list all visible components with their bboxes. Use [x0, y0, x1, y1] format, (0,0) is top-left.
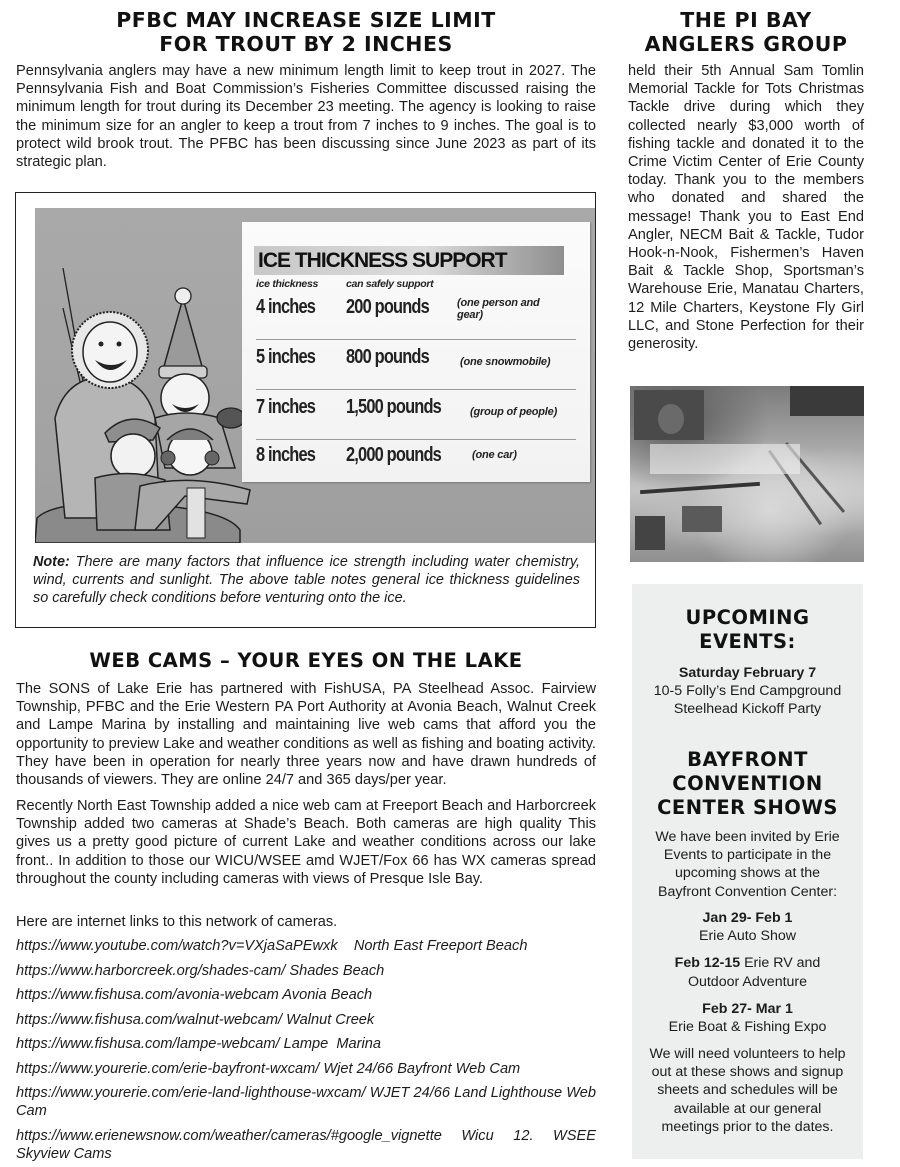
photo-detail	[790, 386, 864, 416]
webcam-link-url[interactable]: https://www.harborcreek.org/shades-cam/	[16, 962, 286, 979]
webcam-link-url[interactable]: https://www.yourerie.com/erie-bayfront-wxcam/	[16, 1060, 320, 1077]
show-name: Erie Auto Show	[698, 928, 796, 945]
thickness-value: 5 inches	[256, 346, 316, 368]
webcams-article-headline: WEB CAMS – YOUR EYES ON THE LAKE	[89, 649, 523, 672]
webcams-paragraph-1: The SONS of Lake Erie has partnered with FishUSA, PA Steelhead Assoc. Fairview Township, PFBC and the Erie Western PA Port Authority at Avonia Beach, Walnut Creek and Lampe Marina by installing and maintaining live web cams that afford you the opportunity to preview Lake and weather conditions as well as fishing and boating activity. They have been in operation for nearly three years now and have drawn hundreds of thousands of viewers. They are online 24/7 and 365 days/per year.	[16, 681, 596, 789]
ice-note	[33, 553, 580, 608]
ice-thickness-graphic	[35, 208, 595, 543]
ice-table-title: ICE THICKNESS SUPPORT	[254, 246, 564, 275]
bayfront-intro: We have been invited by Erie Events to participate in the upcoming shows at the Bayfront Convention Center:	[655, 829, 840, 900]
thickness-value: 8 inches	[256, 444, 316, 466]
headline-line-2: FOR TROUT BY 2 INCHES	[159, 32, 453, 56]
webcam-link-url[interactable]: https://www.erienewsnow.com/weather/cameras/#google_vignette	[16, 1127, 442, 1144]
ice-thickness-box	[15, 192, 596, 628]
webcam-link-item	[16, 962, 596, 980]
webcam-link-item	[16, 986, 596, 1004]
webcam-link-item	[16, 1084, 596, 1120]
cartoon-family-illustration-icon	[35, 268, 265, 543]
webcam-link-item	[16, 1060, 596, 1078]
ice-table-row	[242, 292, 590, 340]
bayfront-shows-heading	[632, 748, 863, 820]
heading-line-1: UPCOMING	[685, 606, 810, 629]
note-text: There are many factors that influence ice strength including water chemistry, wind, currents and sunlight. The above table notes general ice thickness guidelines so carefully check conditions before venturing onto the ice.	[33, 554, 580, 607]
ice-table-row	[242, 440, 590, 476]
show-item	[632, 954, 863, 990]
events-sidebar-panel	[632, 584, 863, 1159]
ice-table-row	[242, 392, 590, 440]
trout-article-body: Pennsylvania anglers may have a new minimum length limit to keep trout in 2027. The Pennsylvania Fish and Boat Commission’s Fisheries Committee discussed raising the minimum length for trout during its December 23 meeting. The agency is looking to raise the minimum size for an angler to keep a trout from 7 inches to 9 inches. The goal is to protect wild brook trout. The PFBC has been discussing since June 2023 as part of its strategic plan.	[16, 63, 596, 171]
photo-detail	[640, 482, 760, 494]
headline-line-1: THE PI BAY	[680, 8, 812, 32]
col-header-can-safely-support: can safely support	[346, 278, 434, 290]
pi-bay-article-body: held their 5th Annual Sam Tomlin Memorial Tackle for Tots Christmas Tackle drive during which they collected nearly $3,000 worth of fishing tackle and donated it to the Crime Victim Center of Erie County today. Thank you to the members who donated and shared the message! Thank you to East End Angler, NECM Bait & Tackle, Tudor Hook-n-Nook, Fishermen’s Haven Bait & Tackle Shop, Sportsman’s Warehouse Erie, Manatau Charters, 12 Mile Charters, Keystone Fly Girl LLC, and Stone Perfection for their generosity.	[628, 63, 864, 353]
thickness-value: 7 inches	[256, 396, 316, 418]
row-divider	[256, 389, 576, 391]
heading-line-2: CONVENTION	[672, 772, 823, 795]
webcam-link-item	[16, 937, 596, 955]
photo-detail	[650, 444, 800, 474]
photo-detail	[635, 516, 665, 550]
pi-bay-article-headline	[628, 8, 864, 56]
col-header-ice-thickness: ice thickness	[256, 278, 319, 290]
webcam-link-url[interactable]: https://www.fishusa.com/lampe-webcam/	[16, 1036, 280, 1052]
ice-table-row	[242, 342, 590, 390]
webcam-links-list	[16, 937, 596, 1167]
webcam-link-item	[16, 1035, 596, 1053]
bayfront-shows-list	[632, 909, 863, 1045]
note-label: Note:	[33, 554, 70, 570]
event-desc-line-1: 10-5 Folly’s End Campground	[653, 683, 842, 699]
donated-tackle-photo	[630, 386, 864, 562]
trout-article-headline	[16, 8, 596, 56]
load-value: 2,000 pounds	[346, 444, 441, 466]
event-desc-line-2: Steelhead Kickoff Party	[673, 701, 822, 718]
upcoming-event-description	[632, 682, 863, 718]
heading-line-1: BAYFRONT	[687, 748, 808, 771]
webcam-link-url[interactable]: https://www.fishusa.com/walnut-webcam/	[16, 1011, 283, 1028]
show-dates: Feb 27- Mar 1	[702, 1000, 793, 1017]
webcam-link-label: Avonia Beach	[278, 987, 373, 1003]
upcoming-events-heading	[632, 606, 863, 654]
webcam-link-url[interactable]: https://www.fishusa.com/avonia-webcam	[16, 987, 279, 1003]
ice-thickness-table	[242, 222, 590, 482]
row-divider	[256, 339, 576, 341]
show-item	[632, 1000, 863, 1036]
load-example: (one snowmobile)	[460, 356, 551, 368]
webcam-link-label: Lampe Marina	[279, 1036, 381, 1052]
webcam-link-label: Shades Beach	[285, 962, 385, 979]
load-example: (group of people)	[470, 406, 558, 418]
show-name: Erie Boat & Fishing Expo	[668, 1019, 827, 1036]
photo-detail	[658, 404, 684, 434]
show-dates: Feb 12-15	[674, 955, 741, 972]
webcam-link-item	[16, 1011, 596, 1029]
load-example: (one car)	[472, 449, 517, 461]
headline-line-2: ANGLERS GROUP	[644, 32, 848, 56]
load-value: 800 pounds	[346, 346, 429, 368]
upcoming-event-date: Saturday February 7	[678, 665, 817, 681]
heading-line-2: EVENTS:	[699, 630, 796, 653]
webcams-paragraph-3: Here are internet links to this network of cameras.	[16, 914, 338, 930]
volunteers-note: We will need volunteers to help out at these shows and signup sheets and schedules will be available at our general meetings prior to the dates.	[649, 1046, 846, 1135]
show-item	[632, 909, 863, 945]
show-name: Erie RV and Outdoor Adventure	[687, 955, 821, 990]
webcam-link-label: WJET 24/66 Land Lighthouse Web Cam	[16, 1085, 596, 1120]
webcam-link-url[interactable]: https://www.yourerie.com/erie-land-lighthouse-wxcam/	[16, 1085, 366, 1101]
webcam-link-label: North East Freeport Beach	[337, 938, 528, 954]
photo-detail	[682, 506, 722, 532]
webcam-link-label: Walnut Creek	[282, 1011, 375, 1028]
load-value: 1,500 pounds	[346, 396, 441, 418]
webcam-link-label: Wicu 12. WSEE Skyview Cams	[16, 1127, 596, 1162]
webcam-link-label: Wjet 24/66 Bayfront Web Cam	[319, 1060, 521, 1077]
webcam-link-url[interactable]: https://www.youtube.com/watch?v=VXjaSaPEwxk	[16, 938, 338, 954]
webcams-paragraph-2: Recently North East Township added a nice web cam at Freeport Beach and Harborcreek Township added two cameras at Shade’s Beach. Both cameras are high quality This gives us a pretty good picture of current Lake and weather conditions across our lake front.. In addition to those our WICU/WSEE amd WJET/Fox 66 has WX cameras spread throughout the county including cameras with views of Presque Isle Bay.	[16, 798, 596, 887]
heading-line-3: CENTER SHOWS	[657, 796, 838, 819]
headline-line-1: PFBC MAY INCREASE SIZE LIMIT	[116, 8, 496, 32]
load-value: 200 pounds	[346, 296, 429, 318]
thickness-value: 4 inches	[256, 296, 316, 318]
webcam-link-item	[16, 1127, 596, 1163]
load-example: (one person and gear)	[457, 297, 540, 321]
show-dates: Jan 29- Feb 1	[702, 910, 793, 926]
